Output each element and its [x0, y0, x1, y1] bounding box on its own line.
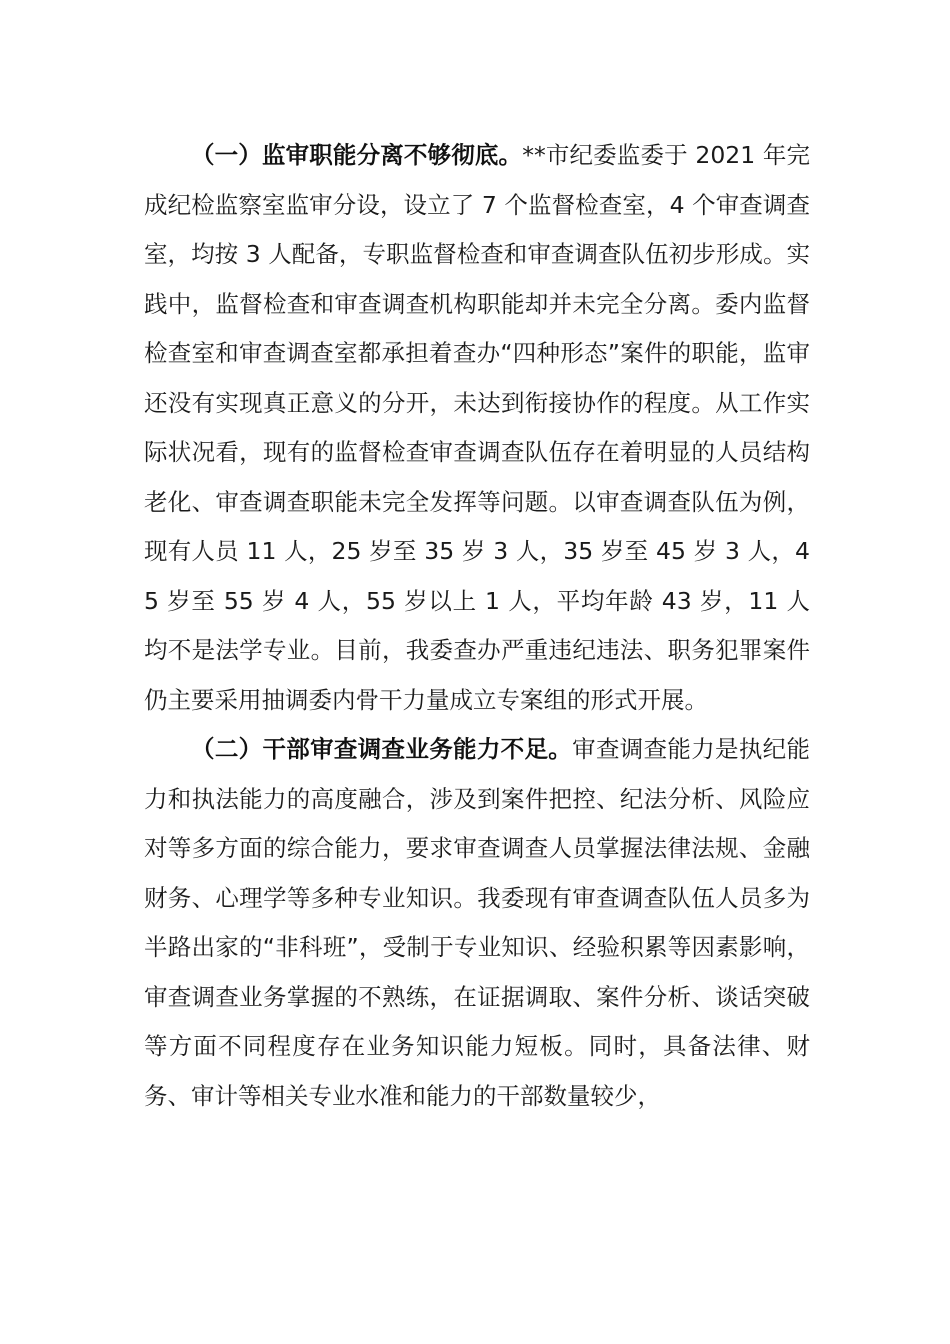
paragraph-1 — [144, 131, 810, 725]
section-heading-2: （二）干部审查调查业务能力不足。 — [191, 735, 573, 763]
paragraph-1-text: **市纪委监委于 2021 年完成纪检监察室监审分设，设立了 7 个监督检查室，4 个审查调查室，均按 3 人配备，专职监督检查和审查调查队伍初步形成。实践中，监督检查和审查调查机构职能却并未完全分离。委内监督检查室和审查调查室都承担着查办“四种形态”案件的职能，监审还没有实现真正意义的分开，未达到衔接协作的程度。从工作实际状况看，现有的监督检查审查调查队伍存在着明显的人员结构老化、审查调查职能未完全发挥等问题。以审查调查队伍为例，现有人员 11 人，25 岁至 35 岁 3 人，35 岁至 45 岁 3 人，45 岁至 55 岁 4 人，55 岁以上 1 人，平均年龄 43 岁，11 人均不是法学专业。目前，我委查办严重违纪违法、职务犯罪案件仍主要采用抽调委内骨干力量成立专案组的形式开展。 — [144, 141, 810, 714]
document-body — [144, 131, 810, 1121]
paragraph-2-text: 审查调查能力是执纪能力和执法能力的高度融合，涉及到案件把控、纪法分析、风险应对等多方面的综合能力，要求审查调查人员掌握法律法规、金融财务、心理学等多种专业知识。我委现有审查调查队伍人员多为半路出家的“非科班”，受制于专业知识、经验积累等因素影响，审查调查业务掌握的不熟练，在证据调取、案件分析、谈话突破等方面不同程度存在业务知识能力短板。同时，具备法律、财务、审计等相关专业水准和能力的干部数量较少， — [144, 735, 811, 1110]
paragraph-2 — [144, 725, 810, 1121]
section-heading-1: （一）监审职能分离不够彻底。 — [191, 141, 523, 169]
